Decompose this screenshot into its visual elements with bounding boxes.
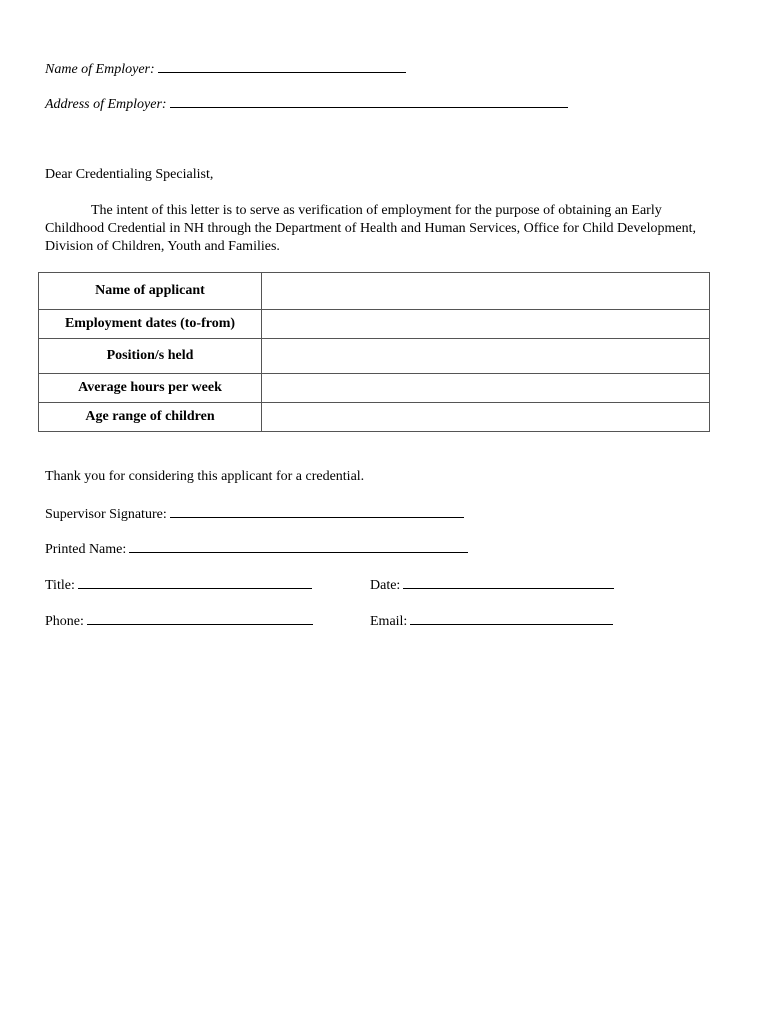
- salutation: Dear Credentialing Specialist,: [45, 167, 214, 182]
- letter-body-text: The intent of this letter is to serve as verification of employment for the purpose of obtaining an Early Childhood Credential in NH through the Department of Health and Human Services, Office for Child Development, Division of Children, Youth and Families.: [45, 203, 696, 254]
- title-label: Title:: [45, 578, 75, 593]
- applicant-info-table: [38, 272, 710, 432]
- table-row: [39, 273, 710, 310]
- table-row-value[interactable]: [262, 273, 710, 310]
- closing: Thank you for considering this applicant for a credential.: [45, 469, 365, 484]
- letter-body: [45, 202, 705, 256]
- email-blank[interactable]: [410, 612, 613, 625]
- table-row-value[interactable]: [262, 403, 710, 432]
- table-row-label: Employment dates (to-from): [39, 310, 262, 339]
- employer-name-blank[interactable]: [158, 60, 406, 73]
- title-field[interactable]: [45, 576, 312, 594]
- employer-address-blank[interactable]: [170, 95, 568, 108]
- table-row-value[interactable]: [262, 339, 710, 374]
- table-row-label: Name of applicant: [39, 273, 262, 310]
- employer-address-field[interactable]: [45, 95, 568, 113]
- employer-name-field[interactable]: [45, 60, 406, 78]
- supervisor-signature-blank[interactable]: [170, 505, 464, 518]
- supervisor-signature-label: Supervisor Signature:: [45, 507, 167, 522]
- table-row: [39, 310, 710, 339]
- printed-name-blank[interactable]: [129, 540, 468, 553]
- printed-name-label: Printed Name:: [45, 542, 127, 557]
- table-row-value[interactable]: [262, 374, 710, 403]
- date-blank[interactable]: [403, 576, 614, 589]
- phone-blank[interactable]: [87, 612, 313, 625]
- email-label: Email:: [370, 614, 408, 629]
- table-row-label: Average hours per week: [39, 374, 262, 403]
- email-field[interactable]: [370, 612, 613, 630]
- printed-name-field[interactable]: [45, 540, 468, 558]
- title-blank[interactable]: [78, 576, 312, 589]
- table-row-label: Position/s held: [39, 339, 262, 374]
- table-row-value[interactable]: [262, 310, 710, 339]
- supervisor-signature-field[interactable]: [45, 505, 464, 523]
- table-row-label: Age range of children: [39, 403, 262, 432]
- date-label: Date:: [370, 578, 401, 593]
- table-row: [39, 339, 710, 374]
- table-row: [39, 403, 710, 432]
- employer-address-label: Address of Employer:: [45, 97, 167, 112]
- employer-name-label: Name of Employer:: [45, 62, 155, 77]
- table-row: [39, 374, 710, 403]
- date-field[interactable]: [370, 576, 614, 594]
- phone-field[interactable]: [45, 612, 313, 630]
- phone-label: Phone:: [45, 614, 84, 629]
